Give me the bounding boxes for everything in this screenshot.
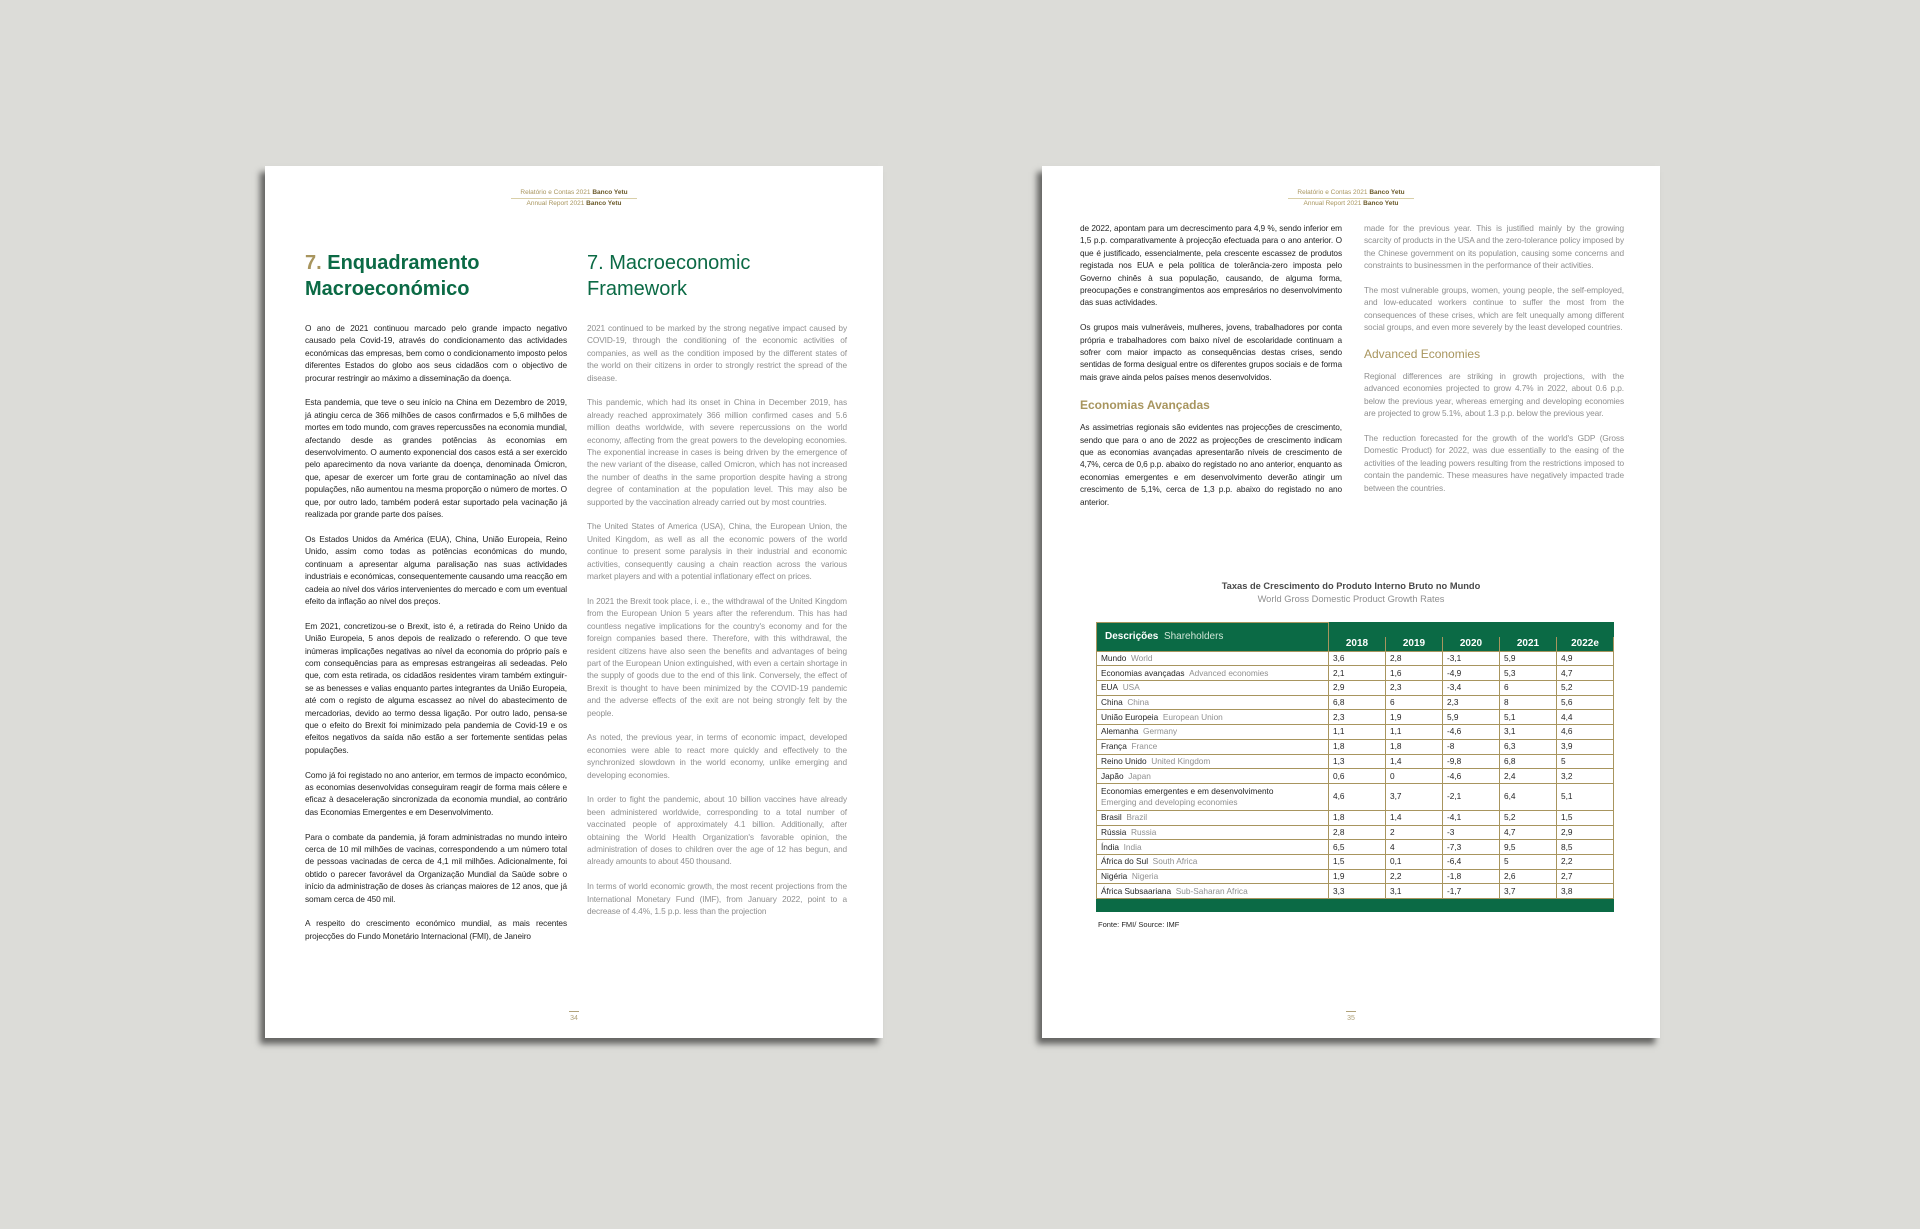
- cell-value: 1,9: [1386, 710, 1443, 725]
- en-column: [1364, 222, 1624, 506]
- cell-value: 1,6: [1386, 666, 1443, 681]
- cell-value: -6,4: [1443, 854, 1500, 869]
- cell-value: 8,5: [1557, 840, 1614, 855]
- paragraph: O ano de 2021 continuou marcado pelo grande impacto negativo causado pela Covid-19, através do condicionamento das actividades económicas das empresas, bem como o condicionamento imposto pelos diferentes Estados do globo aos seus cidadãos com o objectivo de procurar restringir ao máximo a disseminação da doença.: [305, 323, 567, 383]
- table-title: [1042, 580, 1660, 606]
- year-header: 2018: [1329, 637, 1386, 652]
- header-brand: Banco Yetu: [1369, 189, 1405, 196]
- cell-value: -7,3: [1443, 840, 1500, 855]
- cell-value: 6,5: [1329, 840, 1386, 855]
- cell-value: 3,6: [1329, 651, 1386, 666]
- table-row: [1097, 810, 1614, 825]
- cell-value: 4,6: [1557, 725, 1614, 740]
- cell-value: 2,9: [1557, 825, 1614, 840]
- cell-value: -3,4: [1443, 681, 1500, 696]
- paragraph: The reduction forecasted for the growth of the world's GDP (Gross Domestic Product) for 2022, was due essentially to the easing of the activities of the leading powers resulting from the restrictions imposed to contain the pandemic. These measures have negatively impacted trade between the countries.: [1364, 433, 1624, 493]
- cell-value: 5: [1500, 854, 1557, 869]
- gdp-growth-table: [1096, 622, 1614, 912]
- row-label: Reino Unido United Kingdom: [1097, 754, 1329, 769]
- cell-value: 1,1: [1386, 725, 1443, 740]
- cell-value: 3,7: [1386, 783, 1443, 810]
- cell-value: 2,8: [1386, 651, 1443, 666]
- cell-value: -3: [1443, 825, 1500, 840]
- cell-value: 9,5: [1500, 840, 1557, 855]
- cell-value: 1,4: [1386, 754, 1443, 769]
- table-row: [1097, 725, 1614, 740]
- year-header: 2021: [1500, 637, 1557, 652]
- cell-value: 4,7: [1557, 666, 1614, 681]
- cell-value: 4,4: [1557, 710, 1614, 725]
- pt-column: [305, 250, 567, 955]
- row-label: Economias emergentes e em desenvolvimento Emerging and developing economies: [1097, 783, 1329, 810]
- left-page: [265, 166, 883, 1038]
- cell-value: 3,3: [1329, 884, 1386, 899]
- paragraph: As assimetrias regionais são evidentes nas projecções de crescimento, sendo que para o ano de 2022 as projecções de crescimento indicam que as economias avançadas apresentarão níveis de crescimento de 4,7%, cerca de 0,6 p.p. abaixo do registado no ano anterior, enquanto as economias emergentes e em desenvolvimento deverão atingir um crescimento de 5,1%, cerca de 1,3 p.p. abaixo do registado no ano anterior.: [1080, 422, 1342, 507]
- table-title-pt: Taxas de Crescimento do Produto Interno Bruto no Mundo: [1221, 581, 1481, 591]
- cell-value: 2,2: [1386, 869, 1443, 884]
- cell-value: -3,1: [1443, 651, 1500, 666]
- cell-value: -4,1: [1443, 810, 1500, 825]
- row-label: Rússia Russia: [1097, 825, 1329, 840]
- section-heading-en: 7. Macroeconomic Framework: [587, 252, 751, 300]
- cell-value: 3,1: [1500, 725, 1557, 740]
- paragraph: This pandemic, which had its onset in China in December 2019, has already reached approximately 366 million confirmed cases and 5.6 million deaths worldwide, with severe repercussions on the world economy, affecting from the great powers to the developing economies. The exponential increase in cases is being driven by the emergence of the new variant of the disease, called Omicron, which has not increased the number of deaths in the same proportion despite having a strong degree of contamination at the population level. This may also be supported by the vaccination already carried out by most countries.: [587, 397, 847, 507]
- row-label: Economias avançadas Advanced economies: [1097, 666, 1329, 681]
- table-row: [1097, 681, 1614, 696]
- paragraph: 2021 continued to be marked by the strong negative impact caused by COVID-19, through the conditioning of the economic activities of companies, as well as the condition imposed by the different states of the world on their citizens in order to strongly restrict the spread of the disease.: [587, 323, 847, 383]
- paragraph: The most vulnerable groups, women, young people, the self-employed, and low-educated workers continue to suffer the most from the consequences of these crises, which are felt unequally among different social groups, and even more severely by the least developed countries.: [1364, 285, 1624, 333]
- header-brand: Banco Yetu: [592, 189, 628, 196]
- paragraph: In order to fight the pandemic, about 10 billion vaccines have already been administered worldwide, corresponding to a total number of vaccinated people of approximately 4.1 billion. Additionally, after obtaining the World Health Organization's favorable opinion, the administration of doses to children over the age of 12 has begun, and already amounts to about 450 thousand.: [587, 794, 847, 867]
- cell-value: -4,9: [1443, 666, 1500, 681]
- cell-value: 5,3: [1500, 666, 1557, 681]
- cell-value: -1,8: [1443, 869, 1500, 884]
- paragraph: de 2022, apontam para um decrescimento para 4,9 %, sendo inferior em 1,5 p.p. comparativamente à projecção efectuada para o ano anterior. O que é justificado, essencialmente, pela crescente escassez de produtos registada nos EUA e pela política de tolerância-zero imposta pelo Governo chinês à sua população, causando, de alguma forma, preocupações e constrangimentos aos empresários no desenvolvimento das suas actividades.: [1080, 223, 1342, 308]
- cell-value: 1,3: [1329, 754, 1386, 769]
- row-label: EUA USA: [1097, 681, 1329, 696]
- table-row: [1097, 840, 1614, 855]
- row-label: Alemanha Germany: [1097, 725, 1329, 740]
- cell-value: 5,2: [1500, 810, 1557, 825]
- header-brand-en: Banco Yetu: [1363, 200, 1399, 207]
- table-row: [1097, 884, 1614, 899]
- paragraph: Esta pandemia, que teve o seu início na China em Dezembro de 2019, já atingiu cerca de 366 milhões de casos confirmados e 5,6 milhões de mortes em todo mundo, com graves repercussões na economia mundial, afectando desde as grandes potências às economias em desenvolvimento. O aumento exponencial dos casos está a ser exercido pelo aparecimento da nova variante da doença, denominada Ómicron, que, apesar de exercer um forte grau de contaminação ao nível das populações, não aumentou na mesma proporção o número de mortes. O que, por outro lado, também poderá estar suportado pela vacinação já realizada por grande parte dos países.: [305, 397, 567, 520]
- cell-value: -9,8: [1443, 754, 1500, 769]
- cell-value: -4,6: [1443, 769, 1500, 784]
- page-number: 34: [554, 1011, 594, 1022]
- table-source: Fonte: FMI/ Source: IMF: [1098, 920, 1180, 929]
- row-label: África Subsaariana Sub-Saharan Africa: [1097, 884, 1329, 899]
- cell-value: 2,7: [1557, 869, 1614, 884]
- cell-value: 2,3: [1443, 695, 1500, 710]
- cell-value: 8: [1500, 695, 1557, 710]
- paragraph: Os Estados Unidos da América (EUA), China, União Europeia, Reino Unido, assim como todas as potências económicas do mundo, continuam a apresentar alguma paralisação nas suas actividades industriais e económicas, consequentemente causando uma reacção em cadeia ao nível dos vários intervenientes do mercado e com um eventual efeito da inflação ao nível dos preços.: [305, 533, 567, 606]
- table-row: [1097, 754, 1614, 769]
- cell-value: 6,8: [1500, 754, 1557, 769]
- table-title-en: World Gross Domestic Product Growth Rates: [1257, 594, 1445, 604]
- year-header: 2022e: [1557, 637, 1614, 652]
- row-label: Japão Japan: [1097, 769, 1329, 784]
- cell-value: 5: [1557, 754, 1614, 769]
- paragraph: Os grupos mais vulneráveis, mulheres, jovens, trabalhadores por conta própria e trabalhadores com baixo nível de escolaridade continuam a sofrer com maior impacto as consequências destas crises, sendo sentidas de forma desigual entre os diferentes grupos sociais e de forma mais grave ainda pelos países menos desenvolvidos.: [1080, 322, 1342, 382]
- paragraph: made for the previous year. This is justified mainly by the growing scarcity of products in the USA and the zero-tolerance policy imposed by the Chinese government on its population, causing some concerns and constraints to businessmen in the performance of their activities.: [1364, 223, 1624, 271]
- paragraph: Para o combate da pandemia, já foram administradas no mundo inteiro cerca de 10 mil milhões de vacinas, correspondendo a um número total de pessoas vacinadas de cerca de 4,1 mil milhões. Adicionalmente, foi obtido o parecer favorável da Organização Mundial da Saúde sobre o início da administração de doses às crianças maiores de 12 anos, que já somam cerca de 450 mil.: [305, 831, 567, 904]
- row-label: União Europeia European Union: [1097, 710, 1329, 725]
- header-title-pt: Relatório e Contas 2021: [520, 189, 591, 196]
- paragraph: A respeito do crescimento económico mundial, as mais recentes projecções do Fundo Monetário Internacional (FMI), de Janeiro: [305, 918, 567, 941]
- paragraph: The United States of America (USA), China, the European Union, the United Kingdom, as well as all the economic powers of the world continue to present some paralysis in their industrial and economic activities, consequently causing a chain reaction across the various market players and with a potential inflationary effect on prices.: [587, 521, 847, 582]
- subheading-pt: Economias Avançadas: [1080, 398, 1210, 413]
- table-row: [1097, 695, 1614, 710]
- cell-value: 1,8: [1329, 810, 1386, 825]
- cell-value: 5,1: [1500, 710, 1557, 725]
- cell-value: 0: [1386, 769, 1443, 784]
- cell-value: 6: [1500, 681, 1557, 696]
- cell-value: 2,6: [1500, 869, 1557, 884]
- paragraph: Regional differences are striking in growth projections, with the advanced economies projected to grow 4.7% in 2022, about 0.6 p.p. below the previous year, whereas emerging and developing economies are projected to grow 5.1%, about 1.3 p.p. below the previous year.: [1364, 371, 1624, 419]
- cell-value: 1,9: [1329, 869, 1386, 884]
- cell-value: 3,2: [1557, 769, 1614, 784]
- cell-value: -8: [1443, 739, 1500, 754]
- cell-value: 2,1: [1329, 666, 1386, 681]
- cell-value: 5,6: [1557, 695, 1614, 710]
- cell-value: 1,8: [1329, 739, 1386, 754]
- running-header: [265, 188, 883, 209]
- pt-body-2: [1080, 421, 1342, 508]
- running-header: [1042, 188, 1660, 209]
- header-brand-en: Banco Yetu: [586, 200, 622, 207]
- cell-value: 2,3: [1329, 710, 1386, 725]
- cell-value: 4: [1386, 840, 1443, 855]
- cell-value: 2,3: [1386, 681, 1443, 696]
- cell-value: 3,7: [1500, 884, 1557, 899]
- cell-value: -4,6: [1443, 725, 1500, 740]
- cell-value: 2: [1386, 825, 1443, 840]
- subheading-en: Advanced Economies: [1364, 347, 1481, 362]
- cell-value: 3,9: [1557, 739, 1614, 754]
- row-label: China China: [1097, 695, 1329, 710]
- table-row: [1097, 666, 1614, 681]
- cell-value: 5,2: [1557, 681, 1614, 696]
- cell-value: 2,8: [1329, 825, 1386, 840]
- cell-value: 5,9: [1443, 710, 1500, 725]
- cell-value: 3,8: [1557, 884, 1614, 899]
- cell-value: 5,9: [1500, 651, 1557, 666]
- pt-column: [1080, 222, 1342, 521]
- en-body-2: [1364, 370, 1624, 494]
- year-header: 2020: [1443, 637, 1500, 652]
- pt-body: [1080, 222, 1342, 383]
- row-label: França France: [1097, 739, 1329, 754]
- en-body: [587, 322, 847, 917]
- cell-value: 3,1: [1386, 884, 1443, 899]
- en-body: [1364, 222, 1624, 334]
- right-page: [1042, 166, 1660, 1038]
- cell-value: 4,6: [1329, 783, 1386, 810]
- cell-value: 2,9: [1329, 681, 1386, 696]
- section-heading-pt: 7. Enquadramento Macroeconómico: [305, 252, 480, 300]
- table-row: [1097, 869, 1614, 884]
- year-header: 2019: [1386, 637, 1443, 652]
- paragraph: Em 2021, concretizou-se o Brexit, isto é, a retirada do Reino Unido da União Europeia, 5 anos depois de realizado o referendo. O que teve inúmeras implicações negativas ao nível da economia do próprio país e com consequências para as empresas estrangeiras ali sedeadas. Pelo que, com esta retirada, os cidadãos residentes viram também extinguir-se as benesses e valias enquanto partes integrantes da União Europeia, até com o registo de alguma escassez ao nível do abastecimento de mercadorias, devido ao termo dessa ligação. Por outro lado, pensa-se que o efeito do Brexit foi minimizado pela pandemia de Covid-19 e os efeitos negativos da saída não estão a ser fortemente sentidas pelas populações.: [305, 620, 567, 755]
- header-title-en: Annual Report 2021: [1303, 200, 1362, 207]
- row-label: Mundo World: [1097, 651, 1329, 666]
- pt-body: [305, 322, 567, 942]
- table-row: [1097, 854, 1614, 869]
- paragraph: In 2021 the Brexit took place, i. e., the withdrawal of the United Kingdom from the European Union 5 years after the referendum. This has had countless negative implications for the country's economy and for the foreign companies based there. Therefore, with this withdrawal, the resident citizens have also seen the benefits and advantages of being part of the European Union extinguished, with even a certain shortage in the supply of goods due to the end of this link. Conversely, the effect of Brexit is thought to have been minimized by the COVID-19 pandemic and the adverse effects of the exit are not being strongly felt by the people.: [587, 595, 847, 718]
- row-label: Índia India: [1097, 840, 1329, 855]
- cell-value: -1,7: [1443, 884, 1500, 899]
- cell-value: -2,1: [1443, 783, 1500, 810]
- header-title-pt: Relatório e Contas 2021: [1297, 189, 1368, 196]
- cell-value: 1,4: [1386, 810, 1443, 825]
- table-row: [1097, 825, 1614, 840]
- cell-value: 0,1: [1386, 854, 1443, 869]
- table-row: [1097, 710, 1614, 725]
- cell-value: 2,2: [1557, 854, 1614, 869]
- cell-value: 4,7: [1500, 825, 1557, 840]
- cell-value: 6: [1386, 695, 1443, 710]
- cell-value: 1,1: [1329, 725, 1386, 740]
- row-label: Brasil Brazil: [1097, 810, 1329, 825]
- cell-value: 6,3: [1500, 739, 1557, 754]
- row-label: Nigéria Nigeria: [1097, 869, 1329, 884]
- row-label: África do Sul South Africa: [1097, 854, 1329, 869]
- table-row: [1097, 739, 1614, 754]
- paragraph: Como já foi registado no ano anterior, em termos de impacto económico, as economias desenvolvidas conseguiram reagir de forma mais célere e eficaz à desaceleração sincronizada da economia mundial, ao contrário das Economias Emergentes e em Desenvolvimento.: [305, 769, 567, 817]
- cell-value: 5,1: [1557, 783, 1614, 810]
- cell-value: 1,5: [1329, 854, 1386, 869]
- table-row: [1097, 769, 1614, 784]
- cell-value: 2,4: [1500, 769, 1557, 784]
- paragraph: As noted, the previous year, in terms of economic impact, developed economies were able to react more quickly and effectively to the synchronized slowdown in the world economy, unlike emerging and developing economies.: [587, 732, 847, 780]
- cell-value: 6,4: [1500, 783, 1557, 810]
- cell-value: 6,8: [1329, 695, 1386, 710]
- table-row: [1097, 651, 1614, 666]
- paragraph: In terms of world economic growth, the most recent projections from the International Monetary Fund (IMF), from January 2022, point to a decrease of 4.4%, 1.5 p.p. less than the projection: [587, 881, 847, 916]
- cell-value: 0,6: [1329, 769, 1386, 784]
- page-number: 35: [1331, 1011, 1371, 1022]
- table-header-descriptions: Descrições Shareholders: [1097, 623, 1329, 652]
- cell-value: 1,5: [1557, 810, 1614, 825]
- cell-value: 1,8: [1386, 739, 1443, 754]
- table-row: [1097, 783, 1614, 810]
- header-title-en: Annual Report 2021: [526, 200, 585, 207]
- cell-value: 4,9: [1557, 651, 1614, 666]
- en-column: [587, 250, 847, 930]
